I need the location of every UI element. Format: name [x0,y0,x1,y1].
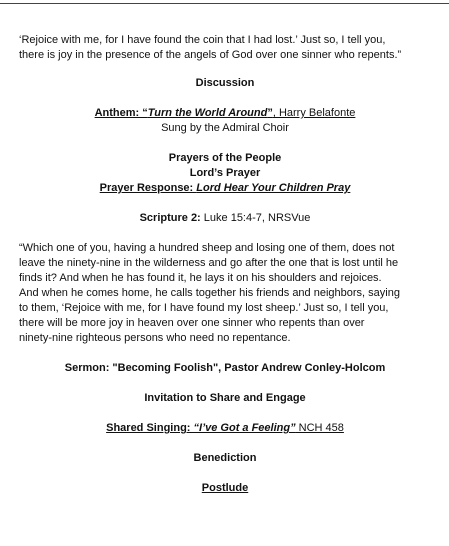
prayers-heading: Prayers of the People [168,152,282,164]
anthem-line [19,106,431,121]
passage-line: “Which one of you, having a hundred sheep and losing one of them, does not [19,242,395,254]
prayer-response-line [19,181,431,196]
postlude-heading: Postlude [201,482,249,494]
shared-singing-label: Shared Singing: [106,422,194,434]
shared-singing-hymnal: NCH 458 [295,422,344,434]
passage-line: to them, ‘Rejoice with me, for I have found my lost sheep.’ Just so, I tell you, [19,302,389,314]
passage-line: there is joy in the presence of the angels of God over one sinner who repents.” [19,49,402,61]
passage-line: ‘Rejoice with me, for I have found the coin that I had lost.’ Just so, I tell you, [19,34,386,46]
prayer-response-title: Lord Hear Your Children Pray [196,182,351,194]
anthem-label: Anthem: “ [94,107,148,119]
scripture-passage [19,241,431,346]
anthem-artist: , Harry Belafonte [272,107,356,119]
anthem-title: Turn the World Around [147,107,268,119]
passage-line: there will be more joy in heaven over one sinner who repents than over [19,317,365,329]
discussion-heading: Discussion [195,77,255,89]
invitation-heading: Invitation to Share and Engage [144,392,306,404]
anthem-sung-by: Sung by the Admiral Choir [161,122,289,134]
lords-prayer-heading: Lord’s Prayer [189,167,261,179]
benediction-heading: Benediction [193,452,257,464]
bulletin-page [19,33,431,496]
sermon-heading: Sermon: "Becoming Foolish", Pastor Andrew Conley-Holcom [64,362,386,374]
scripture-2-line [19,211,431,226]
scripture-2-reference: Luke 15:4-7, NRSVue [200,212,311,224]
passage-line: leave the ninety-nine in the wilderness and go after the one that is lost until he [19,257,399,269]
shared-singing-title: “I’ve Got a Feeling” [193,422,296,434]
top-rule [0,3,449,4]
prayer-response-label: Prayer Response: [99,182,197,194]
intro-passage [19,33,431,63]
scripture-2-label: Scripture 2: [139,212,201,224]
passage-line: And when he comes home, he calls together his friends and neighbors, saying [19,287,400,299]
passage-line: finds it? And when he has found it, he lays it on his shoulders and rejoices. [19,272,382,284]
passage-line: ninety-nine righteous persons who need no repentance. [19,332,291,344]
shared-singing-line [19,421,431,436]
anthem-close-quote: ” [267,107,273,119]
